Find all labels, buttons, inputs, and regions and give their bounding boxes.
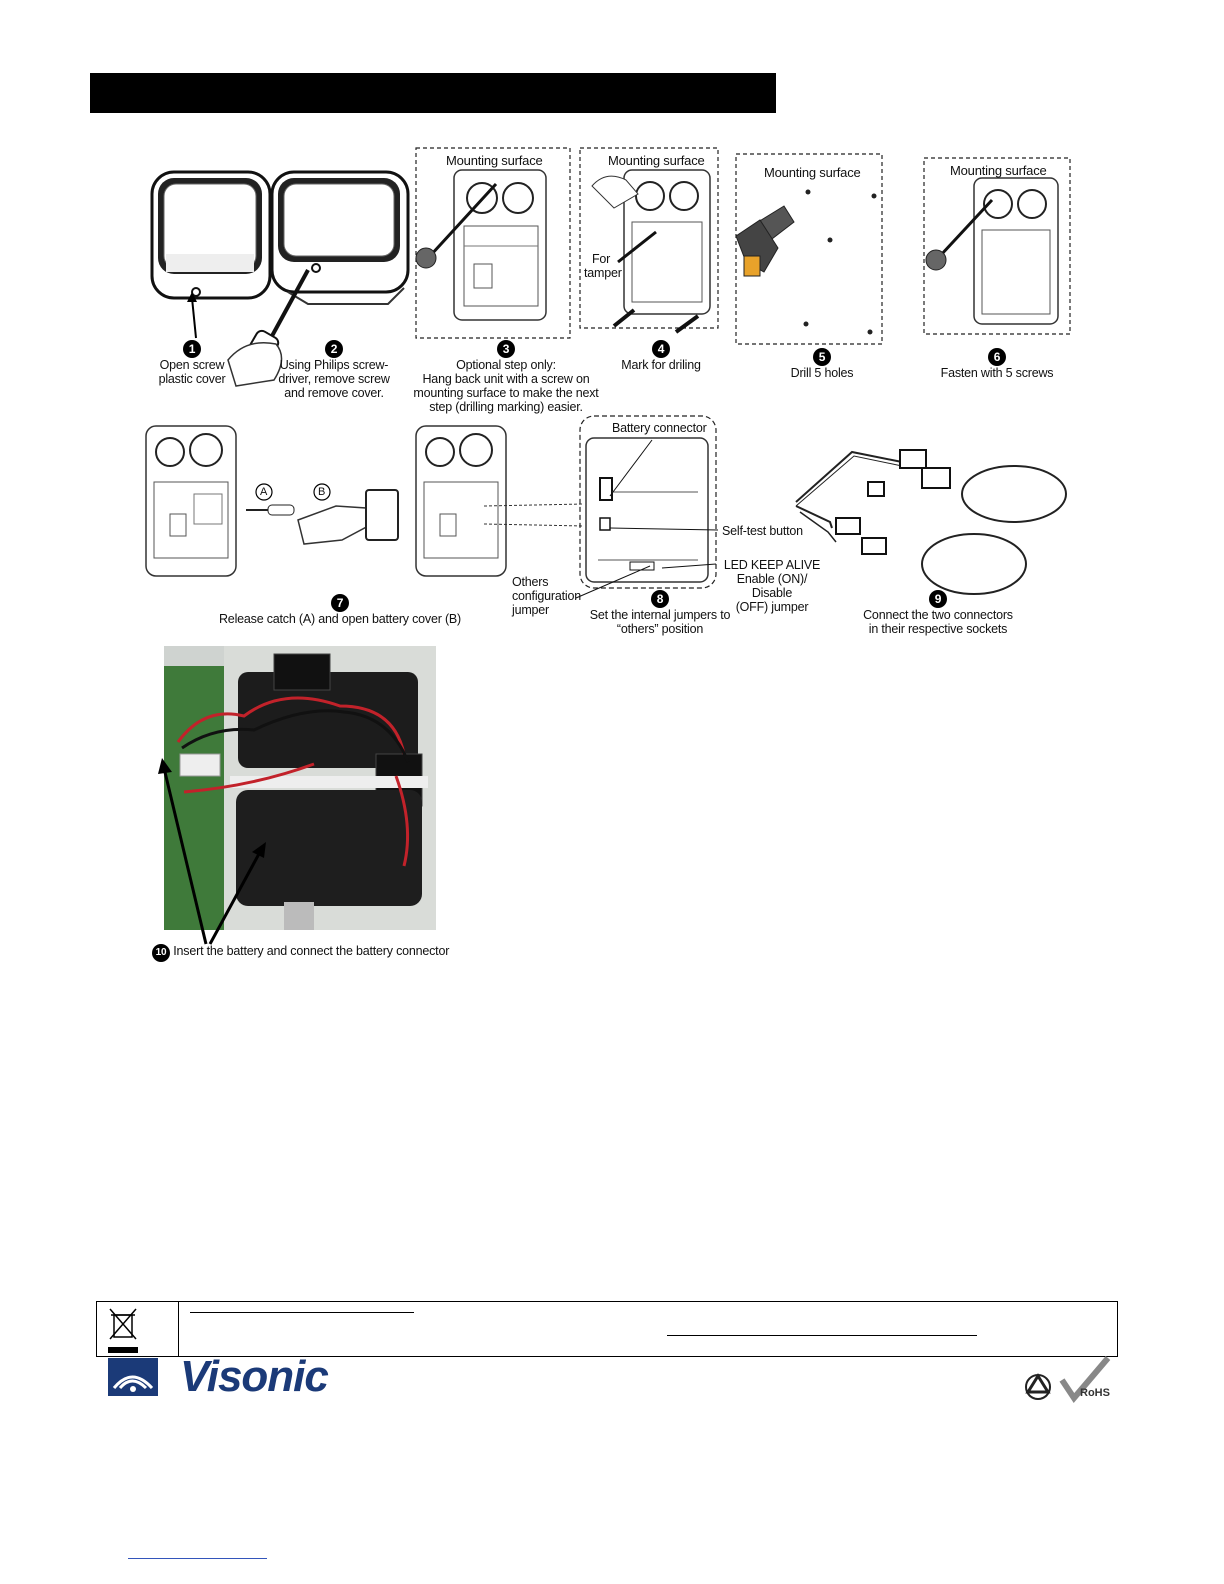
footer-rule [667, 1335, 977, 1336]
caption-line: Optional step only: [456, 358, 556, 372]
mounting-panel-step6 [922, 156, 1072, 336]
arrow-icon [156, 752, 276, 948]
arrow-icon [180, 290, 210, 340]
caption-line: Set the internal jumpers to [589, 608, 731, 622]
step-number-5: 5 [813, 348, 831, 366]
footer-divider [178, 1301, 179, 1357]
caption-line: Hang back unit with a screw on [422, 372, 590, 386]
step9-caption [860, 590, 1016, 636]
label-line: Enable (ON)/ Disable [736, 572, 808, 600]
screwdriver-icon [244, 500, 296, 520]
caption-line: Drill 5 holes [790, 366, 854, 380]
label-line: LED KEEP ALIVE [723, 558, 821, 572]
mounting-surface-label: Mounting surface [608, 153, 705, 168]
caption-line: mounting surface to make the next [413, 386, 599, 400]
step-number-6: 6 [988, 348, 1006, 366]
caption-line: Open screw [159, 358, 225, 372]
step3-caption [412, 340, 600, 414]
unit-back-illustration [140, 422, 240, 580]
mounting-panel-step4 [578, 146, 720, 332]
mounting-surface-label: Mounting surface [764, 165, 861, 180]
mounting-surface-label: Mounting surface [950, 163, 1047, 178]
tamper-label-line2: tamper [584, 266, 622, 280]
caption-line: and remove cover. [284, 386, 384, 400]
caption-line: Using Philips screw- [279, 358, 389, 372]
step-number-4: 4 [652, 340, 670, 358]
recycle-icon [1022, 1372, 1054, 1402]
step-number-8: 8 [651, 590, 669, 608]
label-b: B [318, 486, 326, 498]
footer-rule [190, 1312, 414, 1313]
callout-lines [570, 436, 720, 606]
rohs-text: RoHS [1080, 1387, 1110, 1399]
step-number-10: 10 [152, 944, 170, 962]
label-line: Others [512, 575, 549, 589]
step-number-1: 1 [183, 340, 201, 358]
visonic-logo-icon [108, 1358, 158, 1396]
mounting-panel-step3 [414, 146, 574, 342]
weee-bin-icon [106, 1305, 140, 1357]
step7-caption [210, 594, 470, 626]
battery-connector-label: Battery connector [612, 421, 707, 435]
step-number-9: 9 [929, 590, 947, 608]
rohs-check-icon [1058, 1356, 1114, 1402]
label-line: jumper [512, 603, 550, 617]
step-number-3: 3 [497, 340, 515, 358]
tamper-label-line1: For [592, 252, 611, 266]
caption-line: plastic cover [158, 372, 226, 386]
caption-line: step (drilling marking) easier. [429, 400, 583, 414]
brand-name: Visonic [180, 1352, 328, 1401]
self-test-button-label: Self-test button [722, 524, 803, 538]
step-number-7: 7 [331, 594, 349, 612]
caption-line: Release catch (A) and open battery cover (B) [218, 612, 462, 626]
step4-caption [606, 340, 716, 372]
mounting-surface-label: Mounting surface [446, 153, 543, 168]
section-title-bar [90, 73, 776, 113]
caption-line: Connect the two connectors [863, 608, 1013, 622]
caption-line: Insert the battery and connect the battery connector [173, 944, 450, 958]
step1-caption [150, 340, 234, 386]
caption-line: in their respective sockets [868, 622, 1008, 636]
label-line: (OFF) jumper [735, 600, 809, 614]
label-a: A [260, 486, 268, 498]
footer-box [96, 1301, 1118, 1357]
caption-line: driver, remove screw [278, 372, 390, 386]
step8-caption [582, 590, 738, 636]
label-line: configuration [512, 589, 581, 603]
mounting-panel-step5 [734, 152, 884, 348]
step-number-2: 2 [325, 340, 343, 358]
bottom-link-rule [128, 1558, 267, 1559]
step6-caption [934, 348, 1060, 380]
step10-caption [152, 944, 452, 962]
caption-line: Mark for driling [621, 358, 701, 372]
step5-caption [772, 348, 872, 380]
hand-holding-cover-illustration [296, 480, 406, 560]
caption-line: Fasten with 5 screws [940, 366, 1054, 380]
caption-line: “others” position [616, 622, 704, 636]
batteries-connectors-illustration [792, 432, 1072, 608]
step2-caption [276, 340, 392, 400]
